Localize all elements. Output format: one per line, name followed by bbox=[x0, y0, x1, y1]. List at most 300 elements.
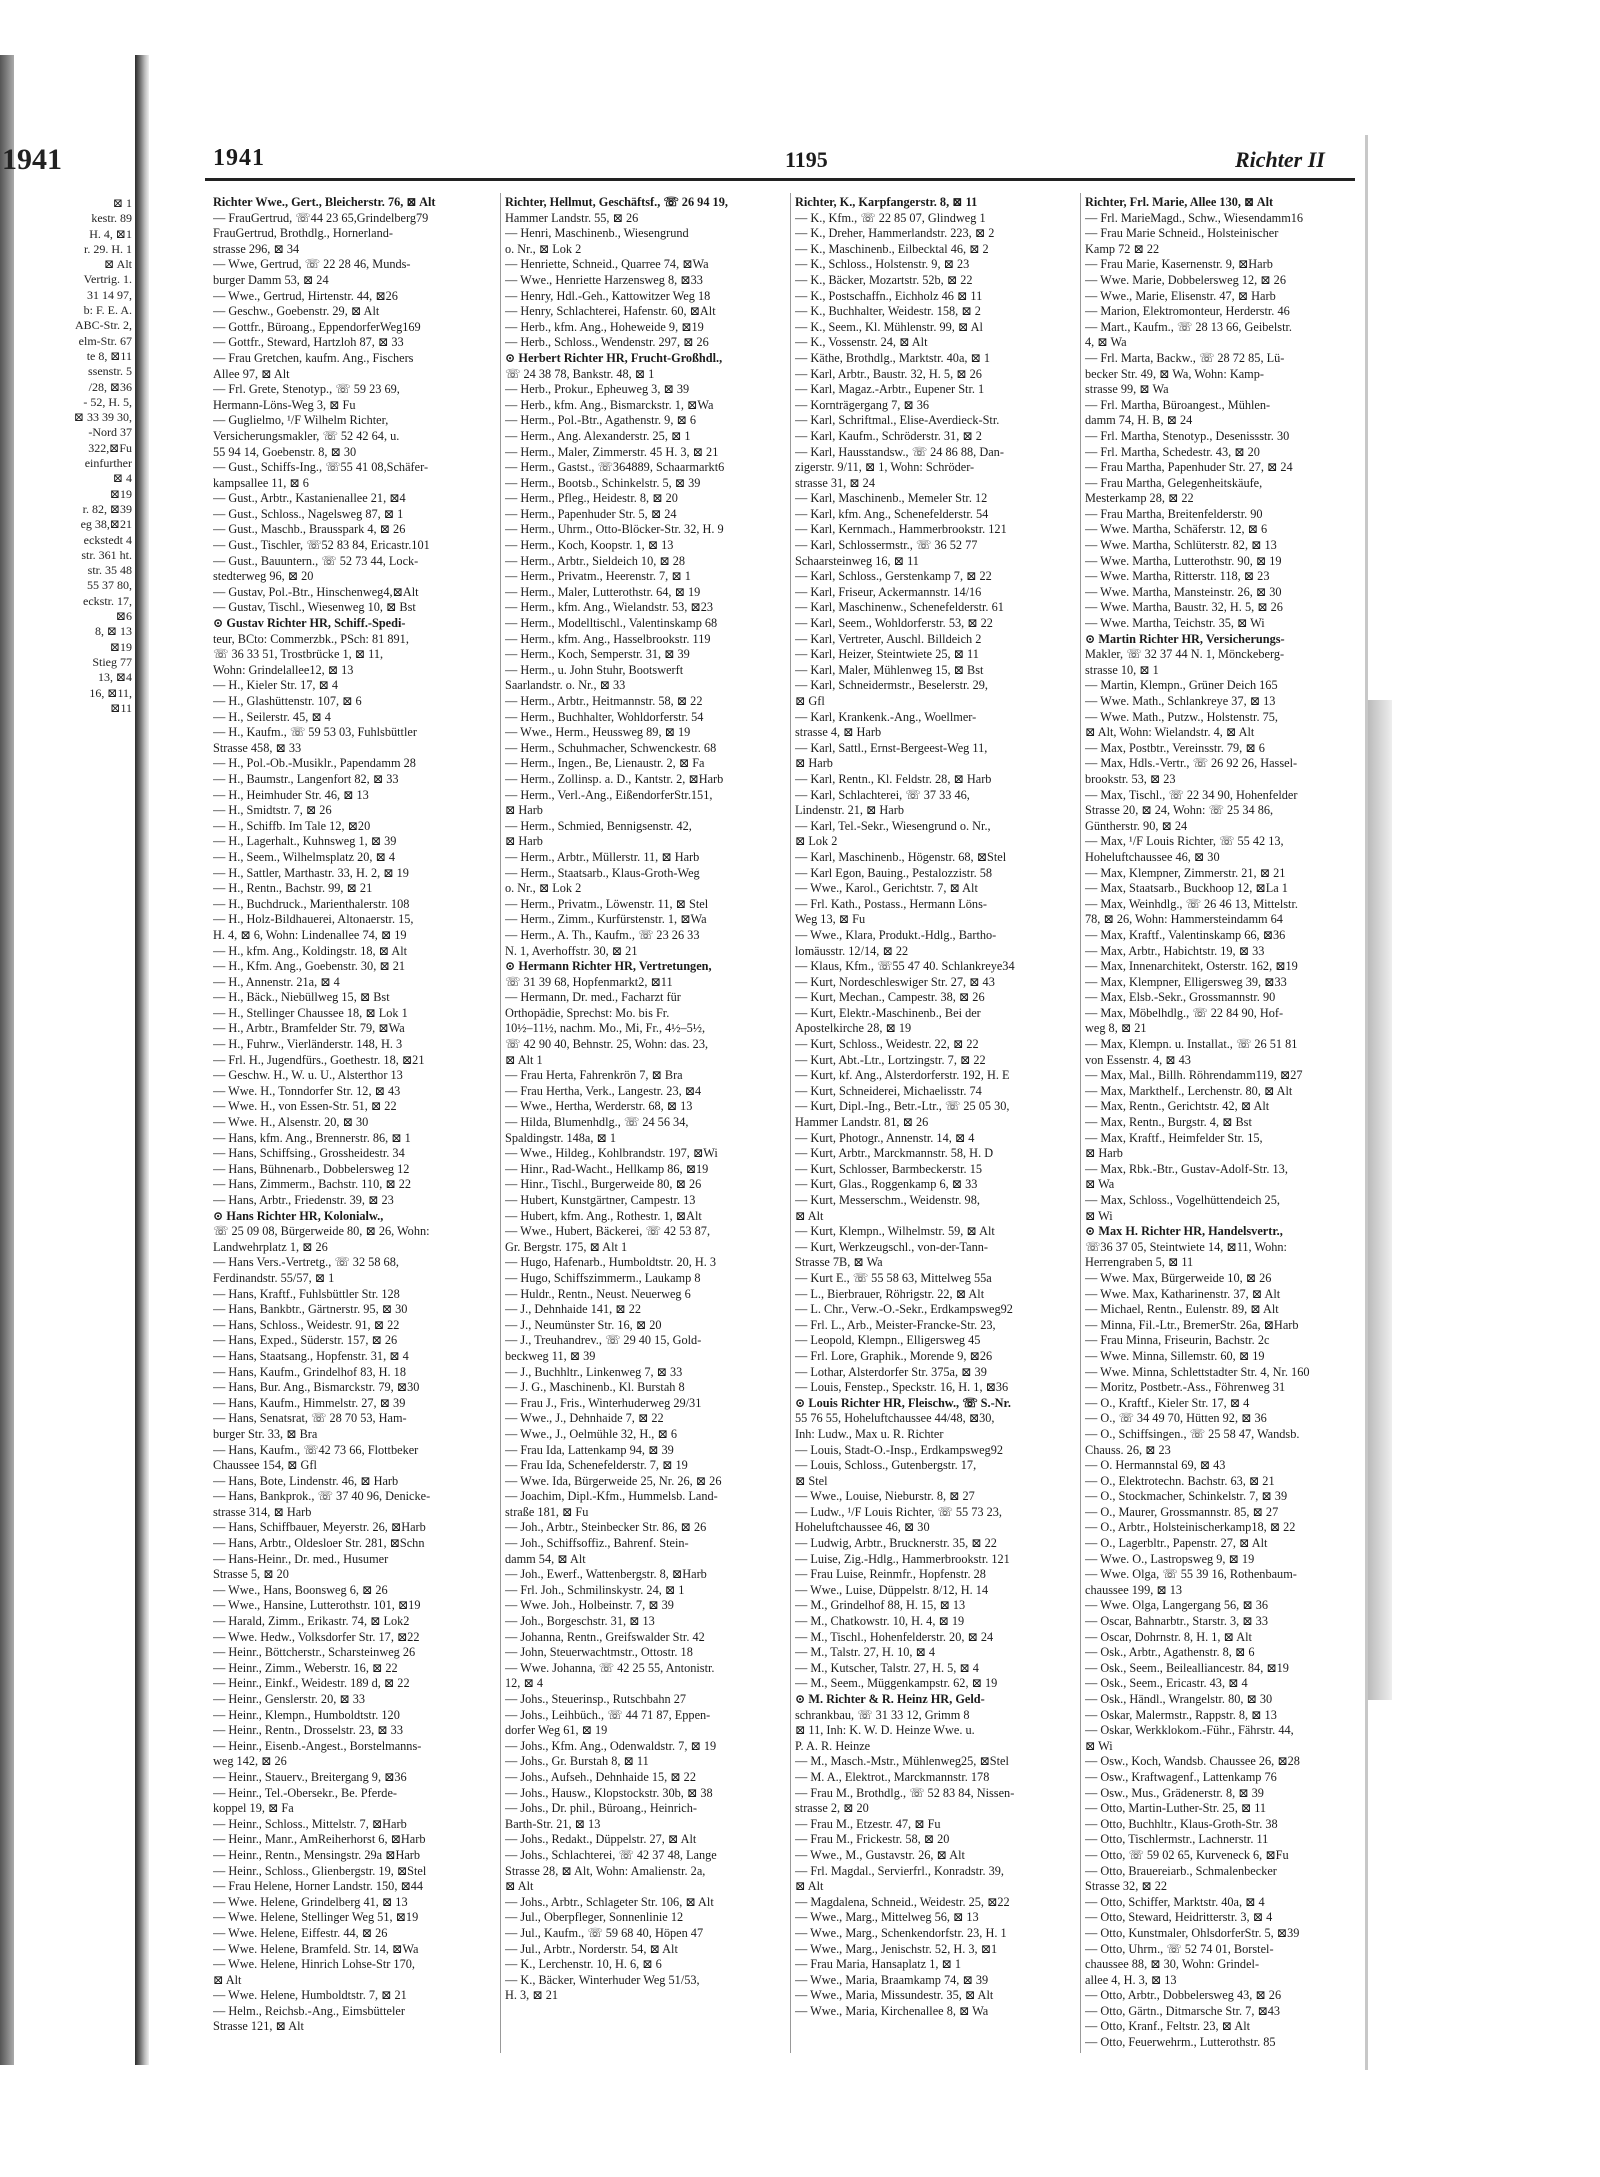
directory-entry: Strasse 32, ⊠ 22 bbox=[1085, 1879, 1168, 1894]
directory-entry: — Frl. Kath., Postass., Hermann Löns- bbox=[795, 896, 987, 911]
directory-entry: Kamp 72 ⊠ 22 bbox=[1085, 241, 1160, 256]
directory-entry: — Hans, kfm. Ang., Brennerstr. 86, ⊠ 1 bbox=[213, 1130, 411, 1145]
directory-entry: — H., Kieler Str. 17, ⊠ 4 bbox=[213, 678, 339, 693]
directory-entry: — Henry, Schlachterei, Hafenstr. 60, ⊠Alt bbox=[505, 304, 716, 319]
directory-entry: — Max, Arbtr., Habichtstr. 19, ⊠ 33 bbox=[1085, 943, 1265, 958]
directory-entry: — Herm., u. John Stuhr, Bootswerft bbox=[505, 662, 684, 677]
directory-entry: ⊙ Louis Richter HR, Fleischw., ☏ S.-Nr. bbox=[795, 1395, 1011, 1410]
directory-entry: — Frau Marie, Kasernenstr. 9, ⊠Harb bbox=[1085, 257, 1273, 272]
directory-entry: — Kurt, Glas., Roggenkamp 6, ⊠ 33 bbox=[795, 1177, 978, 1192]
directory-entry: von Essenstr. 4, ⊠ 43 bbox=[1085, 1052, 1191, 1067]
directory-entry: strasse 2, ⊠ 20 bbox=[795, 1801, 869, 1816]
directory-entry: ⊠ Wi bbox=[1085, 1208, 1113, 1223]
directory-entry: — Heinr., Böttcherstr., Scharsteinweg 26 bbox=[213, 1645, 416, 1660]
previous-page-line: Stieg 77 bbox=[92, 654, 132, 669]
directory-entry: — Osk., Arbtr., Agathenstr. 8, ⊠ 6 bbox=[1085, 1645, 1255, 1660]
directory-entry: Strasse 20, ⊠ 24, Wohn: ☏ 25 34 86, bbox=[1085, 803, 1274, 818]
directory-entry: — L., Bierbrauer, Röhrigstr. 22, ⊠ Alt bbox=[795, 1286, 985, 1301]
directory-entry: — H., Schiffb. Im Tale 12, ⊠20 bbox=[213, 818, 371, 833]
directory-entry: — Max, Hdls.-Vertr., ☏ 26 92 26, Hassel- bbox=[1085, 756, 1298, 771]
directory-entry: — Geschw. H., W. u. U., Alsterthor 13 bbox=[213, 1068, 403, 1083]
directory-entry: — Herm., Arbtr., Sieldeich 10, ⊠ 28 bbox=[505, 553, 686, 568]
directory-entry: — Martin, Klempn., Grüner Deich 165 bbox=[1085, 678, 1278, 693]
previous-page-line: 13, ⊠4 bbox=[97, 670, 132, 685]
directory-entry: Mesterkamp 28, ⊠ 22 bbox=[1085, 491, 1194, 506]
directory-entry: ☏ 42 90 40, Behnstr. 25, Wohn: das. 23, bbox=[505, 1037, 709, 1052]
directory-entry: — Max, Elsb.-Sekr., Grossmannstr. 90 bbox=[1085, 990, 1276, 1005]
directory-entry: — Leopold, Klempn., Elligersweg 45 bbox=[795, 1333, 981, 1348]
directory-entry: strasse 314, ⊠ Harb bbox=[213, 1504, 312, 1519]
previous-page-line: eg 38,⊠21 bbox=[80, 517, 132, 532]
directory-entry: ⊙ Hermann Richter HR, Vertretungen, bbox=[505, 959, 712, 974]
directory-entry: — M., Chatkowstr. 10, H. 4, ⊠ 19 bbox=[795, 1614, 965, 1629]
directory-entry: — Wwe., Herm., Heussweg 89, ⊠ 19 bbox=[505, 725, 691, 740]
directory-entry: — Herm., A. Th., Kaufm., ☏ 23 26 33 bbox=[505, 927, 700, 942]
directory-entry: — Kurt, Schlosser, Barmbeckerstr. 15 bbox=[795, 1161, 982, 1176]
directory-entry: Richter, K., Karpfangerstr. 8, ⊠ 11 bbox=[795, 195, 978, 209]
directory-entry: — Herm., Buchhalter, Wohldorferstr. 54 bbox=[505, 709, 704, 724]
directory-entry: — Herm., Verl.-Ang., EißendorferStr.151, bbox=[505, 787, 713, 802]
directory-entry: — Max, Kraftf., Heimfelder Str. 15, bbox=[1085, 1130, 1263, 1145]
directory-entry: — Louis, Schloss., Gutenbergstr. 17, bbox=[795, 1458, 977, 1473]
directory-entry: — Hans, Zimmerm., Bachstr. 110, ⊠ 22 bbox=[213, 1177, 412, 1192]
directory-entry: — Heinr., Klempn., Humboldtstr. 120 bbox=[213, 1707, 400, 1722]
directory-entry: — Hermann, Dr. med., Facharzt für bbox=[505, 990, 681, 1005]
directory-entry: — Herm., kfm. Ang., Wielandstr. 53, ⊠23 bbox=[505, 600, 714, 615]
directory-entry: 78, ⊠ 26, Wohn: Hammersteindamm 64 bbox=[1085, 912, 1283, 927]
header-page-number: 1195 bbox=[785, 147, 828, 172]
previous-page-line: ABC-Str. 2, bbox=[74, 318, 132, 333]
directory-entry: ☏ 36 33 51, Trostbrücke 1, ⊠ 11, bbox=[213, 647, 384, 662]
directory-entry: — Wwe., Klara, Produkt.-Hdlg., Bartho- bbox=[795, 927, 997, 942]
directory-entry: — Hinr., Tischl., Burgerweide 80, ⊠ 26 bbox=[505, 1177, 702, 1192]
previous-page-year: 1941 bbox=[2, 143, 62, 176]
previous-page-line: str. 361 ht. bbox=[81, 547, 132, 562]
directory-entry: ⊠ Harb bbox=[795, 756, 833, 771]
directory-entry: — Frau Martha, Papenhuder Str. 27, ⊠ 24 bbox=[1085, 460, 1293, 475]
directory-entry: — Wwe. H., Alsenstr. 20, ⊠ 30 bbox=[213, 1115, 369, 1130]
directory-entry: — Gustav, Pol.-Btr., Hinschenweg4,⊠Alt bbox=[213, 584, 419, 599]
directory-entry: — Henri, Maschinenb., Wiesengrund bbox=[505, 226, 689, 241]
directory-entry: — Wwe., Hildeg., Kohlbrandstr. 197, ⊠Wi bbox=[505, 1146, 718, 1161]
directory-entry: — Frau Gretchen, kaufm. Ang., Fischers bbox=[213, 350, 414, 365]
header-running-title: Richter II bbox=[1235, 147, 1325, 172]
directory-entry: — Hans, Staatsang., Hopfenstr. 31, ⊠ 4 bbox=[213, 1348, 409, 1363]
directory-entry: — Hans, Arbtr., Oldesloer Str. 281, ⊠Schn bbox=[213, 1536, 425, 1551]
directory-entry: — Hans, Bankprok., ☏ 37 40 96, Denicke- bbox=[213, 1489, 431, 1504]
directory-entry: — Osk., Händl., Wrangelstr. 80, ⊠ 30 bbox=[1085, 1692, 1273, 1706]
directory-entry: Chaussee 154, ⊠ Gfl bbox=[213, 1458, 317, 1473]
directory-entry: — John, Steuerwachtmstr., Ottostr. 18 bbox=[505, 1645, 693, 1660]
directory-entry: straße 181, ⊠ Fu bbox=[505, 1504, 589, 1519]
directory-entry: — Herm., Modelltischl., Valentinskamp 68 bbox=[505, 616, 718, 631]
previous-page-line: ⊠11 bbox=[110, 700, 132, 715]
directory-entry: — Wwe. Olga, ☏ 55 39 16, Rothenbaum- bbox=[1085, 1567, 1297, 1582]
directory-entry: — Karl, Schneidermstr., Beselerstr. 29, bbox=[795, 678, 988, 693]
directory-entry: — Joh., Borgeschstr. 31, ⊠ 13 bbox=[505, 1614, 655, 1629]
directory-entry: becker Str. 49, ⊠ Wa, Wohn: Kamp- bbox=[1085, 366, 1264, 381]
directory-entry: — Magdalena, Schneid., Weidestr. 25, ⊠22 bbox=[795, 1894, 1010, 1909]
directory-entry: — Geschw., Goebenstr. 29, ⊠ Alt bbox=[213, 304, 380, 319]
directory-entry: — Hugo, Schiffszimmerm., Laukamp 8 bbox=[505, 1270, 701, 1285]
directory-entry: weg 142, ⊠ 26 bbox=[213, 1754, 287, 1769]
directory-entry: Gr. Bergstr. 175, ⊠ Alt 1 bbox=[505, 1239, 628, 1254]
directory-entry: — Max, Klempner, Elligersweg 39, ⊠33 bbox=[1085, 974, 1287, 989]
directory-entry: ⊙ Max H. Richter HR, Handelsvertr., bbox=[1085, 1224, 1283, 1239]
directory-entry: — H., Pol.-Ob.-Musiklr., Papendamm 28 bbox=[213, 756, 416, 771]
directory-entry: — Heinr., Rentn., Drosselstr. 23, ⊠ 33 bbox=[213, 1723, 403, 1738]
directory-entry: — Kurt, Werkzeugschl., von-der-Tann- bbox=[795, 1239, 988, 1254]
directory-entry: — Karl, Vertreter, Auschl. Billdeich 2 bbox=[795, 631, 982, 646]
directory-entry: weg 8, ⊠ 21 bbox=[1085, 1021, 1147, 1036]
directory-entry: beckweg 11, ⊠ 39 bbox=[505, 1348, 596, 1363]
directory-entry: 55 94 14, Goebenstr. 8, ⊠ 30 bbox=[213, 444, 357, 459]
directory-entry: Saarlandstr. o. Nr., ⊠ 33 bbox=[505, 678, 626, 693]
directory-entry: — Hilda, Blumenhdlg., ☏ 24 56 34, bbox=[505, 1115, 689, 1130]
directory-entry: Strasse 7B, ⊠ Wa bbox=[795, 1255, 883, 1270]
directory-entry: Apostelkirche 28, ⊠ 19 bbox=[795, 1021, 912, 1036]
directory-entry: — Hans, Kraftf., Fuhlsbüttler Str. 128 bbox=[213, 1286, 400, 1301]
directory-entry: P. A. R. Heinze bbox=[795, 1738, 871, 1753]
directory-entry: — Johs., Kfm. Ang., Odenwaldstr. 7, ⊠ 19 bbox=[505, 1738, 717, 1753]
directory-entry: ⊠ Alt bbox=[795, 1208, 824, 1223]
directory-entry: ⊠ Wi bbox=[1085, 1738, 1113, 1753]
directory-entry: koppel 19, ⊠ Fa bbox=[213, 1801, 294, 1816]
directory-entry: — Max, Staatsarb., Buckhoop 12, ⊠La 1 bbox=[1085, 881, 1288, 896]
directory-entry: — K., Bäcker, Mozartstr. 52b, ⊠ 22 bbox=[795, 272, 973, 287]
directory-entry: — Wwe., Marg., Mittelweg 56, ⊠ 13 bbox=[795, 1910, 979, 1925]
directory-entry: ⊙ M. Richter & R. Heinz HR, Geld- bbox=[795, 1692, 985, 1706]
directory-entry: — Oscar, Dohrnstr. 8, H. 1, ⊠ Alt bbox=[1085, 1629, 1252, 1644]
directory-entry: — Kornträgergang 7, ⊠ 36 bbox=[795, 397, 930, 412]
directory-entry: — Wwe., Hansine, Lutterothstr. 101, ⊠19 bbox=[213, 1598, 421, 1613]
directory-entry: — Frl. Martha, Büroangest., Mühlen- bbox=[1085, 397, 1271, 412]
directory-entry: — Hans, Schiffsing., Grossheidestr. 34 bbox=[213, 1146, 405, 1161]
directory-entry: — Mart., Kaufm., ☏ 28 13 66, Geibelstr. bbox=[1085, 319, 1292, 334]
directory-entry: chaussee 199, ⊠ 13 bbox=[1085, 1582, 1183, 1597]
directory-entry: — Herm., Zollinsp. a. D., Kantstr. 2, ⊠Harb bbox=[505, 771, 724, 786]
directory-entry: — J., Dehnhaide 141, ⊠ 22 bbox=[505, 1302, 641, 1317]
directory-entry: — Johs., Schlachterei, ☏ 42 37 48, Lange bbox=[505, 1847, 717, 1862]
directory-entry: — Hans, Bur. Ang., Bismarckstr. 79, ⊠30 bbox=[213, 1380, 420, 1395]
directory-entry: — Hans, Arbtr., Friedenstr. 39, ⊠ 23 bbox=[213, 1193, 394, 1207]
directory-entry: — H., Annenstr. 21a, ⊠ 4 bbox=[213, 974, 340, 989]
directory-entry: — Frau Ida, Schenefelderstr. 7, ⊠ 19 bbox=[505, 1458, 688, 1473]
directory-entry: — Frau Martha, Breitenfelderstr. 90 bbox=[1085, 506, 1263, 521]
directory-entry: — Max, Rentn., Gerichtstr. 42, ⊠ Alt bbox=[1085, 1099, 1270, 1114]
directory-entry: — Gust., Maschb., Brausspark 4, ⊠ 26 bbox=[213, 522, 406, 537]
directory-entry: — Heinr., Schloss., Mittelstr. 7, ⊠Harb bbox=[213, 1816, 407, 1831]
column-divider bbox=[790, 193, 791, 2053]
directory-entry: — Frl. H., Jugendfürs., Goethestr. 18, ⊠21 bbox=[213, 1052, 425, 1067]
previous-page-line: te 8, ⊠11 bbox=[86, 348, 132, 363]
column-divider bbox=[1080, 193, 1081, 2053]
directory-entry: Weg 13, ⊠ Fu bbox=[795, 912, 866, 927]
directory-entry: ⊠ Harb bbox=[1085, 1146, 1123, 1161]
directory-entry: — Herm., Staatsarb., Klaus-Groth-Weg bbox=[505, 865, 700, 880]
directory-entry: — Wwe. Minna, Schlettstadter Str. 4, Nr. 160 bbox=[1085, 1364, 1310, 1379]
previous-page-line: einfurther bbox=[84, 456, 132, 471]
directory-entry: — Gustav, Tischl., Wiesenweg 10, ⊠ Bst bbox=[213, 600, 416, 615]
directory-entry: — Heinr., Schloss., Glienbergstr. 19, ⊠Stel bbox=[213, 1863, 427, 1878]
directory-entry: — Karl, Schlossermstr., ☏ 36 52 77 bbox=[795, 538, 978, 553]
directory-entry: — Wwe., Maria, Missundestr. 35, ⊠ Alt bbox=[795, 1988, 994, 2003]
directory-entry: — Wwe., Marg., Schenkendorfstr. 23, H. 1 bbox=[795, 1925, 1007, 1940]
previous-page-line: eckstr. 17, bbox=[83, 593, 132, 608]
directory-entry: ☏ 24 38 78, Bankstr. 48, ⊠ 1 bbox=[505, 366, 655, 381]
directory-entry: — M., Grindelhof 88, H. 15, ⊠ 13 bbox=[795, 1598, 966, 1613]
directory-entry: ⊠ 11, Inh: K. W. D. Heinze Wwe. u. bbox=[795, 1723, 975, 1738]
directory-entry: — Herm., Ingen., Be, Lienaustr. 2, ⊠ Fa bbox=[505, 756, 705, 771]
directory-entry: Hammer Landstr. 55, ⊠ 26 bbox=[505, 210, 639, 225]
directory-entry: Güntherstr. 90, ⊠ 24 bbox=[1085, 818, 1188, 833]
column-4 bbox=[1085, 195, 1370, 2055]
directory-entry: — J., Treuhandrev., ☏ 29 40 15, Gold- bbox=[505, 1333, 702, 1348]
directory-entry: — Hugo, Hafenarb., Humboldtstr. 20, H. 3 bbox=[505, 1255, 717, 1270]
directory-entry: — Herm., Papenhuder Str. 5, ⊠ 24 bbox=[505, 506, 677, 521]
book-gutter bbox=[135, 55, 149, 2065]
directory-entry: Lindenstr. 21, ⊠ Harb bbox=[795, 803, 905, 818]
directory-entry: chaussee 88, ⊠ 30, Wohn: Grindel- bbox=[1085, 1957, 1260, 1972]
directory-entry: strasse 31, ⊠ 24 bbox=[795, 475, 875, 490]
directory-entry: — Helm., Reichsb.-Ang., Eimsbütteler bbox=[213, 2003, 405, 2018]
directory-entry: — O. Hermannstal 69, ⊠ 43 bbox=[1085, 1458, 1226, 1473]
directory-entry: — Wwe, Gertrud, ☏ 22 28 46, Munds- bbox=[213, 257, 411, 272]
directory-entry: burger Str. 33, ⊠ Bra bbox=[213, 1426, 318, 1441]
directory-entry: — J., Buchhltr., Linkenweg 7, ⊠ 33 bbox=[505, 1364, 683, 1379]
directory-entry: — Louis, Stadt-O.-Insp., Erdkampsweg92 bbox=[795, 1442, 1003, 1457]
directory-entry: — Johs., Redakt., Düppelstr. 27, ⊠ Alt bbox=[505, 1832, 697, 1847]
directory-entry: — K., Schloss., Holstenstr. 9, ⊠ 23 bbox=[795, 257, 970, 272]
directory-entry: Hoheluftchaussee 46, ⊠ 30 bbox=[795, 1520, 930, 1535]
directory-entry: — Frau Minna, Friseurin, Bachstr. 2c bbox=[1085, 1333, 1270, 1348]
directory-entry: — Kurt, Nordeschleswiger Str. 27, ⊠ 43 bbox=[795, 974, 995, 989]
directory-entry: — Gust., Bauuntern., ☏ 52 73 44, Lock- bbox=[213, 553, 419, 568]
directory-entry: — J. G., Maschinenb., Kl. Burstah 8 bbox=[505, 1380, 685, 1395]
directory-entry: — J., Neumünster Str. 16, ⊠ 20 bbox=[505, 1317, 662, 1332]
previous-page-line: ⊠ Alt bbox=[104, 257, 132, 272]
directory-entry: Spaldingstr. 148a, ⊠ 1 bbox=[505, 1130, 617, 1145]
directory-entry: — Wwe. Helene, Stellinger Weg 51, ⊠19 bbox=[213, 1910, 419, 1925]
directory-entry: — Wwe. Olga, Langergang 56, ⊠ 36 bbox=[1085, 1598, 1268, 1613]
directory-entry: — H., Baumstr., Langenfort 82, ⊠ 33 bbox=[213, 771, 399, 786]
directory-entry: Hermann-Löns-Weg 3, ⊠ Fu bbox=[213, 397, 356, 412]
directory-entry: 10½–11½, nachm. Mo., Mi, Fr., 4½–5½, bbox=[505, 1021, 706, 1036]
directory-entry: — Otto, Kranf., Feltstr. 23, ⊠ Alt bbox=[1085, 2019, 1251, 2034]
previous-page-fragment bbox=[0, 140, 132, 2040]
directory-entry: — Wwe. Minna, Sillemstr. 60, ⊠ 19 bbox=[1085, 1348, 1265, 1363]
directory-entry: — Herm., Bootsb., Schinkelstr. 5, ⊠ 39 bbox=[505, 475, 701, 490]
previous-page-line: 8, ⊠ 13 bbox=[94, 624, 132, 639]
directory-entry: — Frl. L., Arb., Meister-Francke-Str. 23, bbox=[795, 1317, 996, 1332]
directory-entry: — Hans, Exped., Süderstr. 157, ⊠ 26 bbox=[213, 1333, 398, 1348]
directory-entry: allee 4, H. 3, ⊠ 13 bbox=[1085, 1972, 1177, 1987]
directory-entry: — Frl. Grete, Stenotyp., ☏ 59 23 69, bbox=[213, 382, 400, 397]
directory-entry: — Max, Markthelf., Lerchenstr. 80, ⊠ Alt bbox=[1085, 1083, 1293, 1098]
directory-entry: — Hubert, kfm. Ang., Rothestr. 1, ⊠Alt bbox=[505, 1208, 702, 1223]
directory-entry: — Wwe. Math., Schlankreye 37, ⊠ 13 bbox=[1085, 694, 1276, 708]
directory-entry: — Herb., kfm. Ang., Bismarckstr. 1, ⊠Wa bbox=[505, 397, 714, 412]
directory-entry: — Wwe. Ida, Bürgerweide 25, Nr. 26, ⊠ 26 bbox=[505, 1473, 722, 1488]
directory-entry: — Johs., Aufseh., Dehnhaide 15, ⊠ 22 bbox=[505, 1769, 696, 1784]
directory-entry: — Frau J., Fris., Winterhuderweg 29/31 bbox=[505, 1395, 702, 1410]
directory-entry: — Max, Innenarchitekt, Osterstr. 162, ⊠19 bbox=[1085, 959, 1298, 974]
directory-entry: — Wwe., Henriette Harzensweg 8, ⊠33 bbox=[505, 272, 703, 287]
directory-entry: ⊙ Martin Richter HR, Versicherungs- bbox=[1085, 631, 1285, 646]
directory-entry: — Hans, Bankbtr., Gärtnerstr. 95, ⊠ 30 bbox=[213, 1302, 408, 1317]
next-page-edge bbox=[1368, 700, 1392, 1700]
directory-entry: — Wwe., Luise, Düppelstr. 8/12, H. 14 bbox=[795, 1582, 989, 1597]
directory-entry: — Herm., Uhrm., Otto-Blöcker-Str. 32, H. 9 bbox=[505, 522, 724, 537]
directory-entry: — Karl, Kaufm., Schröderstr. 31, ⊠ 2 bbox=[795, 428, 982, 443]
directory-entry: — H., Sattler, Marthastr. 33, H. 2, ⊠ 19 bbox=[213, 865, 409, 880]
directory-entry: FrauGertrud, Brothdlg., Hornerland- bbox=[213, 226, 393, 241]
directory-entry: — Max, ¹/F Louis Richter, ☏ 55 42 13, bbox=[1085, 834, 1284, 849]
directory-entry: — Karl, Schlachterei, ☏ 37 33 46, bbox=[795, 787, 970, 802]
directory-entry: Schaarsteinweg 16, ⊠ 11 bbox=[795, 553, 919, 568]
directory-entry: — Heinr., Stauerv., Breitergang 9, ⊠36 bbox=[213, 1769, 407, 1784]
directory-entry: — Wwe., Maria, Kirchenallee 8, ⊠ Wa bbox=[795, 2003, 989, 2018]
directory-entry: ⊙ Gustav Richter HR, Schiff.-Spedi- bbox=[213, 616, 406, 631]
directory-entry: — Luise, Zig.-Hdlg., Hammerbrookstr. 121 bbox=[795, 1551, 1010, 1566]
directory-entry: — Osk., Seem., Ericastr. 43, ⊠ 4 bbox=[1085, 1676, 1248, 1691]
directory-entry: — Karl, Schloss., Gerstenkamp 7, ⊠ 22 bbox=[795, 569, 992, 584]
directory-entry: — Hans, Senatsrat, ☏ 28 70 53, Ham- bbox=[213, 1411, 407, 1426]
directory-entry: — Otto, Martin-Luther-Str. 25, ⊠ 11 bbox=[1085, 1801, 1267, 1816]
directory-entry: — Hinr., Rad-Wacht., Hellkamp 86, ⊠19 bbox=[505, 1161, 709, 1176]
directory-entry: — Karl, Maler, Mühlenweg 15, ⊠ Bst bbox=[795, 662, 984, 677]
directory-entry: — Herm., Privatm., Heerenstr. 7, ⊠ 1 bbox=[505, 569, 691, 584]
directory-entry: brookstr. 53, ⊠ 23 bbox=[1085, 771, 1176, 786]
directory-entry: — Joh., Schiffsoffiz., Bahrenf. Stein- bbox=[505, 1536, 689, 1551]
directory-entry: — Frl. Marta, Backw., ☏ 28 72 85, Lü- bbox=[1085, 350, 1285, 365]
directory-entry: — Lothar, Alsterdorfer Str. 375a, ⊠ 39 bbox=[795, 1364, 987, 1379]
directory-entry: — Kurt, Arbtr., Marckmannstr. 58, H. D bbox=[795, 1146, 994, 1161]
directory-entry: Ferdinandstr. 55/57, ⊠ 1 bbox=[213, 1270, 335, 1285]
directory-entry: — Marion, Elektromonteur, Herderstr. 46 bbox=[1085, 304, 1290, 319]
directory-entry: — Hans, Bote, Lindenstr. 46, ⊠ Harb bbox=[213, 1473, 399, 1488]
directory-entry: — Harald, Zimm., Erikastr. 74, ⊠ Lok2 bbox=[213, 1614, 410, 1629]
directory-entry: — Johanna, Rentn., Greifswalder Str. 42 bbox=[505, 1629, 705, 1644]
directory-entry: — Wwe. H., Tonndorfer Str. 12, ⊠ 43 bbox=[213, 1083, 401, 1098]
directory-entry: — Kurt, Elektr.-Maschinenb., Bei der bbox=[795, 1005, 981, 1020]
previous-page-line: /28, ⊠36 bbox=[88, 379, 132, 394]
column-divider bbox=[500, 193, 501, 2053]
directory-entry: zigerstr. 9/11, ⊠ 1, Wohn: Schröder- bbox=[795, 460, 975, 475]
directory-entry: ⊠ Gfl bbox=[795, 694, 825, 708]
directory-entry: — Wwe., J., Dehnhaide 7, ⊠ 22 bbox=[505, 1411, 664, 1426]
directory-entry: — Heinr., Manr., AmReiherhorst 6, ⊠Harb bbox=[213, 1832, 426, 1847]
directory-entry: — Otto, Feuerwehrm., Lutterothstr. 85 bbox=[1085, 2035, 1276, 2050]
directory-entry: — Herm., Maler, Zimmerstr. 45 H. 3, ⊠ 21 bbox=[505, 444, 719, 459]
directory-entry: — Wwe., Marie, Elisenstr. 47, ⊠ Harb bbox=[1085, 288, 1276, 303]
directory-entry: — Herm., kfm. Ang., Hasselbrookstr. 119 bbox=[505, 631, 711, 646]
directory-entry: ⊠ Alt, Wohn: Wielandstr. 4, ⊠ Alt bbox=[1085, 725, 1255, 740]
directory-entry: — O., Maurer, Grossmannstr. 85, ⊠ 27 bbox=[1085, 1504, 1279, 1519]
directory-entry: — Frl. Joh., Schmilinskystr. 24, ⊠ 1 bbox=[505, 1582, 685, 1597]
directory-entry: N. 1, Averhoffstr. 30, ⊠ 21 bbox=[505, 943, 638, 958]
directory-entry: — H., Rentn., Bachstr. 99, ⊠ 21 bbox=[213, 881, 373, 896]
previous-page-line: ⊠19 bbox=[109, 639, 132, 654]
directory-entry: — Hans, Schloss., Weidestr. 91, ⊠ 22 bbox=[213, 1317, 400, 1332]
directory-entry: — Otto, Uhrm., ☏ 52 74 01, Borstel- bbox=[1085, 1941, 1274, 1956]
directory-entry: — Karl, Sattl., Ernst-Bergeest-Weg 11, bbox=[795, 740, 988, 755]
column-1 bbox=[213, 195, 498, 2055]
directory-entry: — H., Holz-Bildhauerei, Altonaerstr. 15, bbox=[213, 912, 414, 927]
previous-page-line: 55 37 80, bbox=[87, 578, 132, 593]
directory-entry: — K., Lerchenstr. 10, H. 6, ⊠ 6 bbox=[505, 1957, 662, 1972]
directory-entry: — Wwe. Helene, Hinrich Lohse-Str 170, bbox=[213, 1957, 415, 1972]
directory-entry: — Herm., Zimm., Kurfürstenstr. 1, ⊠Wa bbox=[505, 912, 707, 927]
directory-entry: — H., Smidtstr. 7, ⊠ 26 bbox=[213, 803, 332, 818]
directory-entry: dorfer Weg 61, ⊠ 19 bbox=[505, 1723, 608, 1738]
directory-entry: — Herm., Koch, Koopstr. 1, ⊠ 13 bbox=[505, 538, 674, 553]
directory-entry: — Kurt, Messerschm., Weidenstr. 98, bbox=[795, 1193, 980, 1207]
directory-entry: — Wwe., Maria, Braamkamp 74, ⊠ 39 bbox=[795, 1972, 989, 1987]
directory-entry: — Hans, Kaufm., Himmelstr. 27, ⊠ 39 bbox=[213, 1395, 406, 1410]
directory-entry: — FrauGertrud, ☏44 23 65,Grindelberg79 bbox=[213, 210, 429, 225]
directory-entry: ☏ 25 09 08, Bürgerweide 80, ⊠ 26, Wohn: bbox=[213, 1224, 430, 1239]
directory-entry: — H., Seem., Wilhelmsplatz 20, ⊠ 4 bbox=[213, 849, 396, 864]
previous-page-line: str. 35 48 bbox=[87, 563, 132, 578]
directory-entry: — Karl, Krankenk.-Ang., Woellmer- bbox=[795, 709, 977, 724]
directory-entry: — Wwe., Marg., Jenischstr. 52, H. 3, ⊠1 bbox=[795, 1941, 998, 1956]
directory-entry: — Frl. Martha, Schedestr. 43, ⊠ 20 bbox=[1085, 444, 1260, 459]
directory-entry: — Wwe. Helene, Grindelberg 41, ⊠ 13 bbox=[213, 1894, 408, 1909]
directory-entry: — H., Stellinger Chaussee 18, ⊠ Lok 1 bbox=[213, 1005, 408, 1020]
directory-entry: strasse 296, ⊠ 34 bbox=[213, 241, 300, 256]
directory-entry: — Frau Marie Schneid., Holsteinischer bbox=[1085, 226, 1279, 241]
directory-entry: — Wwe. H., von Essen-Str. 51, ⊠ 22 bbox=[213, 1099, 397, 1114]
directory-entry: ⊙ Herbert Richter HR, Frucht-Großhdl., bbox=[505, 350, 723, 365]
directory-entry: — Jul., Kaufm., ☏ 59 68 40, Höpen 47 bbox=[505, 1925, 704, 1940]
directory-entry: — Herm., Arbtr., Heitmannstr. 58, ⊠ 22 bbox=[505, 694, 703, 708]
directory-entry: — O., Lagerbltr., Papenstr. 27, ⊠ Alt bbox=[1085, 1536, 1268, 1551]
directory-entry: — Wwe. Hedw., Volksdorfer Str. 17, ⊠22 bbox=[213, 1629, 420, 1644]
directory-entry: — Oskar, Werkklokom.-Führ., Fährstr. 44, bbox=[1085, 1723, 1294, 1738]
directory-entry: — Kurt E., ☏ 55 58 63, Mittelweg 55a bbox=[795, 1270, 992, 1285]
directory-entry: — O., ☏ 34 49 70, Hütten 92, ⊠ 36 bbox=[1085, 1411, 1267, 1426]
directory-entry: — Karl, Seem., Wohldorferstr. 53, ⊠ 22 bbox=[795, 616, 993, 631]
directory-entry: — Herm., Maler, Lutterothstr. 64, ⊠ 19 bbox=[505, 584, 701, 599]
directory-entry: — Wwe. Joh., Holbeinstr. 7, ⊠ 39 bbox=[505, 1598, 674, 1613]
directory-entry: — Max, Postbtr., Vereinsstr. 79, ⊠ 6 bbox=[1085, 740, 1265, 755]
directory-entry: — Frau Helene, Horner Landstr. 150, ⊠44 bbox=[213, 1879, 424, 1894]
directory-entry: Strasse 28, ⊠ Alt, Wohn: Amalienstr. 2a, bbox=[505, 1863, 706, 1878]
directory-entry: — Frl. Magdal., Servierfrl., Konradstr. 39, bbox=[795, 1863, 1005, 1878]
directory-entry: o. Nr., ⊠ Lok 2 bbox=[505, 881, 582, 896]
directory-entry: — H., Kaufm., ☏ 59 53 03, Fuhlsbüttler bbox=[213, 725, 417, 740]
directory-entry: — Karl, Arbtr., Baustr. 32, H. 5, ⊠ 26 bbox=[795, 366, 982, 381]
directory-entry: — Max, Kraftf., Valentinskamp 66, ⊠36 bbox=[1085, 927, 1286, 942]
directory-entry: — Karl, Maschinenb., Högenstr. 68, ⊠Stel bbox=[795, 849, 1007, 864]
directory-entry: — Wwe. Max, Bürgerweide 10, ⊠ 26 bbox=[1085, 1270, 1272, 1285]
directory-entry: — Wwe., Hertha, Werderstr. 68, ⊠ 13 bbox=[505, 1099, 693, 1114]
directory-entry: — Otto, Steward, Heidritterstr. 3, ⊠ 4 bbox=[1085, 1910, 1273, 1925]
directory-entry: — Karl, Rentn., Kl. Feldstr. 28, ⊠ Harb bbox=[795, 771, 992, 786]
directory-entry: — K., Kfm., ☏ 22 85 07, Glindweg 1 bbox=[795, 210, 986, 225]
directory-entry: Herrengraben 5, ⊠ 11 bbox=[1085, 1255, 1194, 1270]
directory-entry: — Herm., Arbtr., Müllerstr. 11, ⊠ Harb bbox=[505, 849, 700, 864]
directory-entry: Orthopädie, Sprechst: Mo. bis Fr. bbox=[505, 1005, 670, 1020]
directory-entry: — Johs., Steuerinsp., Rutschbahn 27 bbox=[505, 1692, 687, 1706]
directory-entry: — M., Tischl., Hohenfelderstr. 20, ⊠ 24 bbox=[795, 1629, 994, 1644]
directory-entry: — Kurt, Schloss., Weidestr. 22, ⊠ 22 bbox=[795, 1037, 979, 1052]
directory-entry: — Heinr., Einkf., Weidestr. 189 d, ⊠ 22 bbox=[213, 1676, 410, 1691]
directory-entry: damm 74, H. B, ⊠ 24 bbox=[1085, 413, 1193, 428]
directory-entry: — Joh., Arbtr., Steinbecker Str. 86, ⊠ 26 bbox=[505, 1520, 707, 1535]
directory-entry: — Otto, Gärtn., Ditmarsche Str. 7, ⊠43 bbox=[1085, 2003, 1281, 2018]
